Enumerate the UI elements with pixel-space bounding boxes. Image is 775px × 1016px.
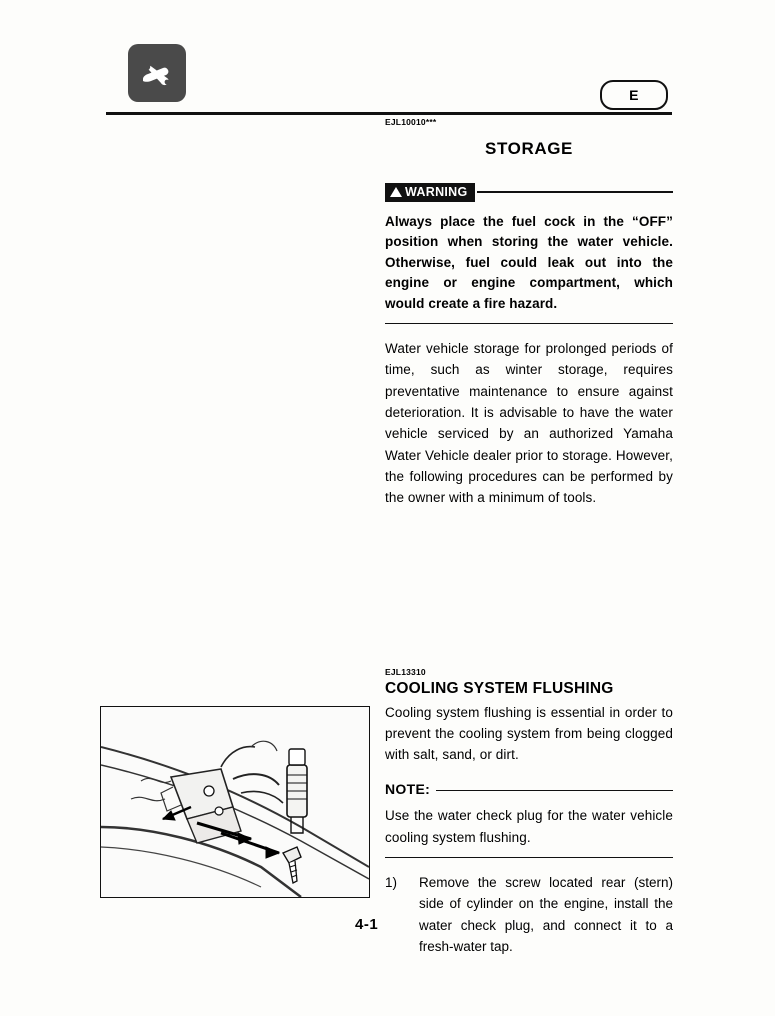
warning-text: Always place the fuel cock in the “OFF” position when storing the water vehicle. Otherwise, fuel could leak out into the engine or engine compartment, which would create a fire hazard.	[385, 213, 673, 311]
note-text: Use the water check plug for the water vehicle cooling system flushing.	[385, 808, 673, 845]
step-text: Remove the screw located rear (stern) side of cylinder on the engine, install the water check plug, and connect it to a fresh-water tap.	[419, 875, 673, 955]
warning-triangle-icon	[390, 187, 402, 197]
warning-label: WARNING	[405, 184, 468, 199]
section-title-cooling: COOLING SYSTEM FLUSHING	[385, 679, 614, 697]
header-divider	[106, 112, 672, 115]
page-number: 4-1	[355, 916, 379, 933]
warning-rule	[477, 191, 673, 193]
procedure-step	[385, 872, 673, 957]
section-code-cooling: EJL13310	[385, 667, 426, 677]
warning-badge	[385, 183, 475, 202]
language-badge: E	[600, 80, 668, 110]
note-header	[385, 781, 673, 797]
wrench-tools-icon	[128, 44, 186, 102]
warning-header	[385, 183, 673, 202]
cooling-paragraph: Cooling system flushing is essential in order to prevent the cooling system from being clogged with salt, sand, or dirt.	[385, 704, 673, 763]
step-number: 1)	[385, 875, 398, 891]
intro-paragraph: Water vehicle storage for prolonged periods of time, such as winter storage, requires preventative maintenance to ensure against deterioration. It is advisable to have the water vehicle serviced by an authorized Yamaha Water Vehicle dealer prior to storage. However, the following procedures can be performed by the owner with a minimum of tools.	[385, 341, 673, 506]
note-bottom-rule	[385, 857, 673, 858]
page-title: STORAGE	[485, 138, 573, 158]
warning-bottom-rule	[385, 323, 673, 324]
note-label: NOTE:	[385, 781, 431, 798]
note-rule	[436, 790, 673, 791]
section-code-top: EJL10010***	[385, 117, 437, 127]
engine-water-check-plug-photo	[100, 706, 370, 898]
